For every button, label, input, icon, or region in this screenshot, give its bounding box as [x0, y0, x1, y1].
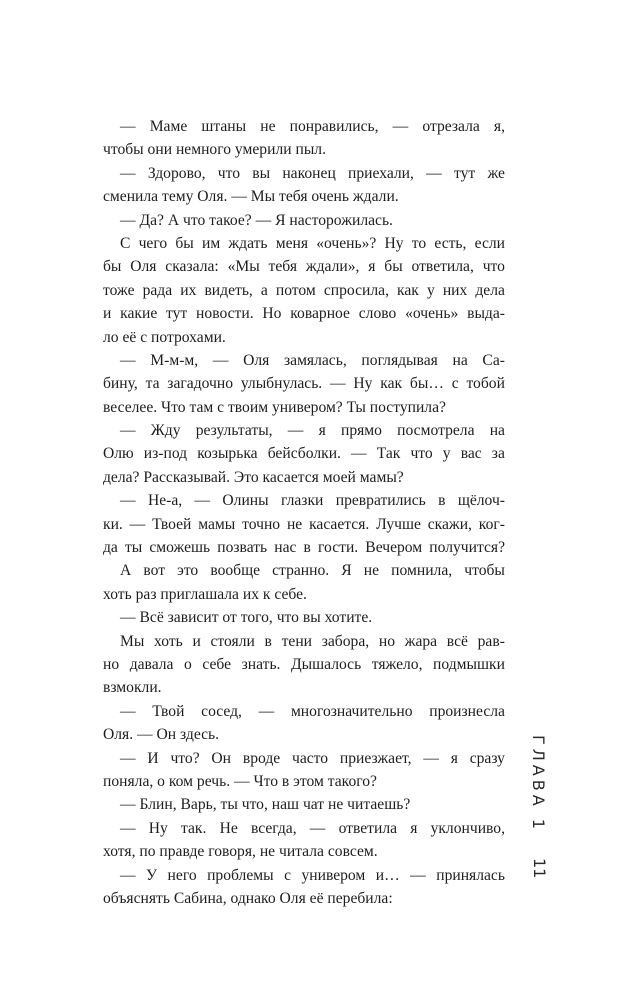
- text-line: поняла, о ком речь. — Что в этом такого?: [103, 772, 377, 790]
- text-line: тоже рада их видеть, а потом спросила, как у них дела: [103, 281, 505, 299]
- text-line: взмокли.: [103, 679, 162, 697]
- text-line: — М-м-м, — Оля замялась, поглядывая на Са-: [120, 351, 505, 369]
- text-line: хоть раз приглашала их к себе.: [103, 585, 307, 603]
- text-line: чтобы они немного умерили пыл.: [103, 141, 326, 159]
- text-line: — Твой сосед, — многозначительно произнесла: [120, 702, 505, 720]
- text-line: Оля. — Он здесь.: [103, 726, 220, 744]
- page-number-text: 11: [530, 858, 549, 879]
- text-line: да ты сможешь позвать нас в гости. Вечером получится?: [103, 539, 505, 557]
- text-line: — Жду результаты, — я прямо посмотрела на: [120, 422, 505, 440]
- chapter-title: ГЛАВА 1: [529, 735, 548, 833]
- text-line: — И что? Он вроде часто приезжает, — я сразу: [120, 749, 505, 767]
- text-line: — Маме штаны не понравились, — отрезала я,: [120, 118, 505, 135]
- text-line: — Да? А что такое? — Я насторожилась.: [120, 211, 393, 229]
- text-line: ло её с потрохами.: [103, 328, 226, 346]
- text-line: — Всё зависит от того, что вы хотите.: [120, 609, 373, 627]
- text-line: веселее. Что там с твоим универом? Ты поступила?: [103, 398, 446, 416]
- text-line: и какие тут новости. Но коварное слово «очень» выда-: [103, 305, 505, 323]
- text-line: бину, та загадочно улыбнулась. — Ну как бы… с тобой: [103, 375, 505, 393]
- text-line: — Здорово, что вы наконец приехали, — тут же: [120, 164, 505, 182]
- text-line: объяснять Сабина, однако Оля её перебила:: [103, 889, 393, 907]
- text-line: дела? Рассказывай. Это касается моей мамы?: [103, 468, 404, 486]
- text-line: сменила тему Оля. — Мы тебя очень ждали.: [103, 188, 399, 206]
- running-head: [528, 735, 548, 877]
- text-line: но давала о себе знать. Дышалось тяжело, подмышки: [103, 655, 505, 673]
- text-line: — Блин, Варь, ты что, наш чат не читаешь?: [120, 796, 411, 814]
- text-line: Мы хоть и стояли в тени забора, но жара всё рав-: [120, 632, 505, 650]
- text-line: А вот это вообще странно. Я не помнила, чтобы: [120, 562, 505, 580]
- text-line: — У него проблемы с универом и… — принялась: [120, 866, 505, 884]
- text-line: Олю из-под козырька бейсболки. — Так что у вас за: [103, 445, 505, 463]
- body-text: [103, 115, 505, 910]
- text-line: — Ну так. Не всегда, — ответила я уклончиво,: [120, 819, 505, 837]
- text-line: — Не-а, — Олины глазки превратились в щёлоч-: [120, 492, 505, 510]
- page-number: [527, 858, 551, 882]
- text-line: С чего бы им ждать меня «очень»? Ну то есть, если: [120, 234, 505, 252]
- text-line: ки. — Твоей мамы точно не касается. Лучше скажи, ког-: [103, 515, 505, 533]
- text-line: бы Оля сказала: «Мы тебя ждали», я бы ответила, что: [103, 258, 505, 276]
- text-line: хотя, по правде говоря, не читала совсем.: [103, 843, 378, 861]
